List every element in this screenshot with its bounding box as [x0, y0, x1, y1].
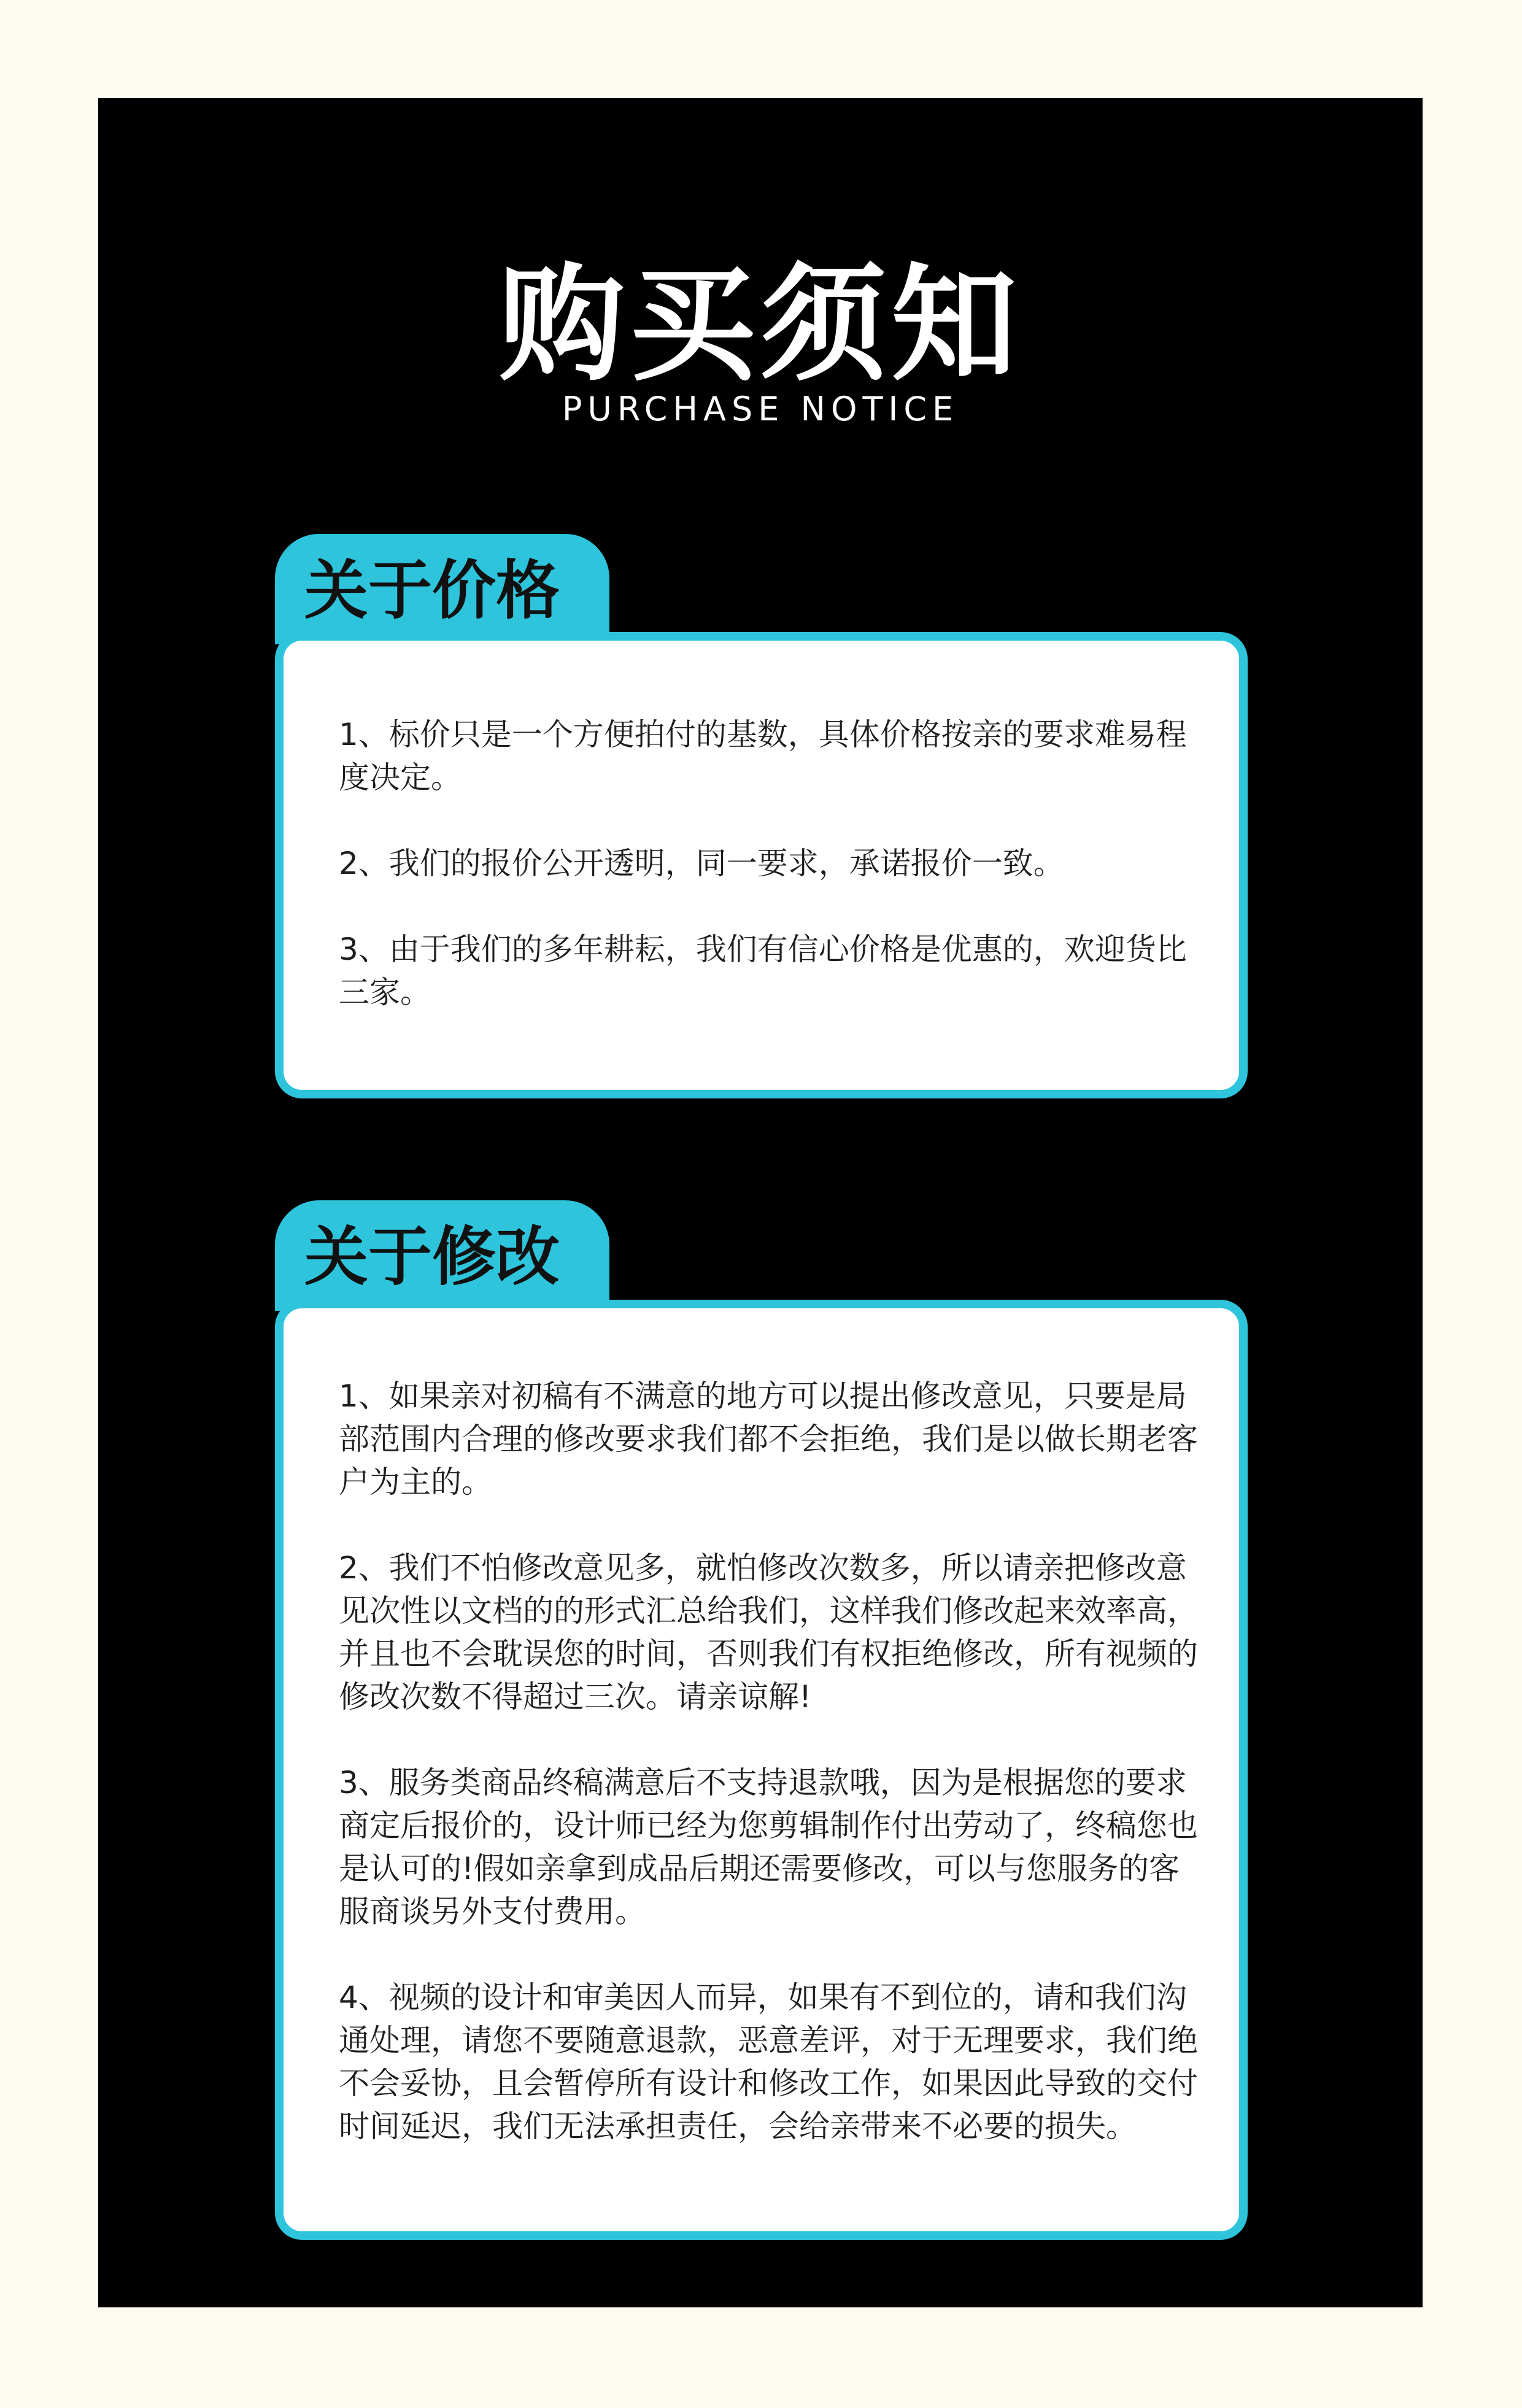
list-item: 1、标价只是一个方便拍付的基数，具体价格按亲的要求难易程度决定。 — [339, 717, 1187, 795]
revision-item-list — [339, 1375, 1210, 2191]
list-item: 2、我们不怕修改意见多，就怕修改次数多，所以请亲把修改意见次性以文档的的形式汇总给我们，这样我们修改起来效率高，并且也不会耽误您的时间，否则我们有权拒绝修改，所有视频的修改次数不得超过三次。请亲谅解! — [339, 1550, 1198, 1715]
section-heading-price: 关于价格 — [304, 553, 560, 628]
section-tab-price — [275, 534, 609, 644]
page-subtitle: PURCHASE NOTICE — [562, 390, 959, 428]
section-heading-revision: 关于修改 — [304, 1219, 560, 1294]
list-item: 1、如果亲对初稿有不满意的地方可以提出修改意见，只要是局部范围内合理的修改要求我们都不会拒绝，我们是以做长期老客户为主的。 — [339, 1378, 1198, 1500]
section-tab-revision — [275, 1200, 609, 1311]
list-item: 4、视频的设计和审美因人而异，如果有不到位的，请和我们沟通处理，请您不要随意退款，恶意差评，对于无理要求，我们绝不会妥协，且会暂停所有设计和修改工作，如果因此导致的交付时间延迟，我们无法承担责任，会给亲带来不必要的损失。 — [339, 1980, 1198, 2144]
notice-panel — [98, 98, 1423, 2307]
price-item-list — [339, 713, 1210, 1057]
list-item: 2、我们的报价公开透明，同一要求，承诺报价一致。 — [339, 846, 1064, 881]
section-card-revision — [275, 1300, 1248, 2240]
list-item: 3、由于我们的多年耕耘，我们有信心价格是优惠的，欢迎货比三家。 — [339, 932, 1187, 1010]
section-card-price — [275, 632, 1248, 1098]
page-title: 购买须知 — [499, 252, 1022, 398]
list-item: 3、服务类商品终稿满意后不支持退款哦，因为是根据您的要求商定后报价的，设计师已经为您剪辑制作付出劳动了，终稿您也是认可的!假如亲拿到成品后期还需要修改，可以与您服务的客服商谈另外支付费用。 — [339, 1765, 1198, 1929]
